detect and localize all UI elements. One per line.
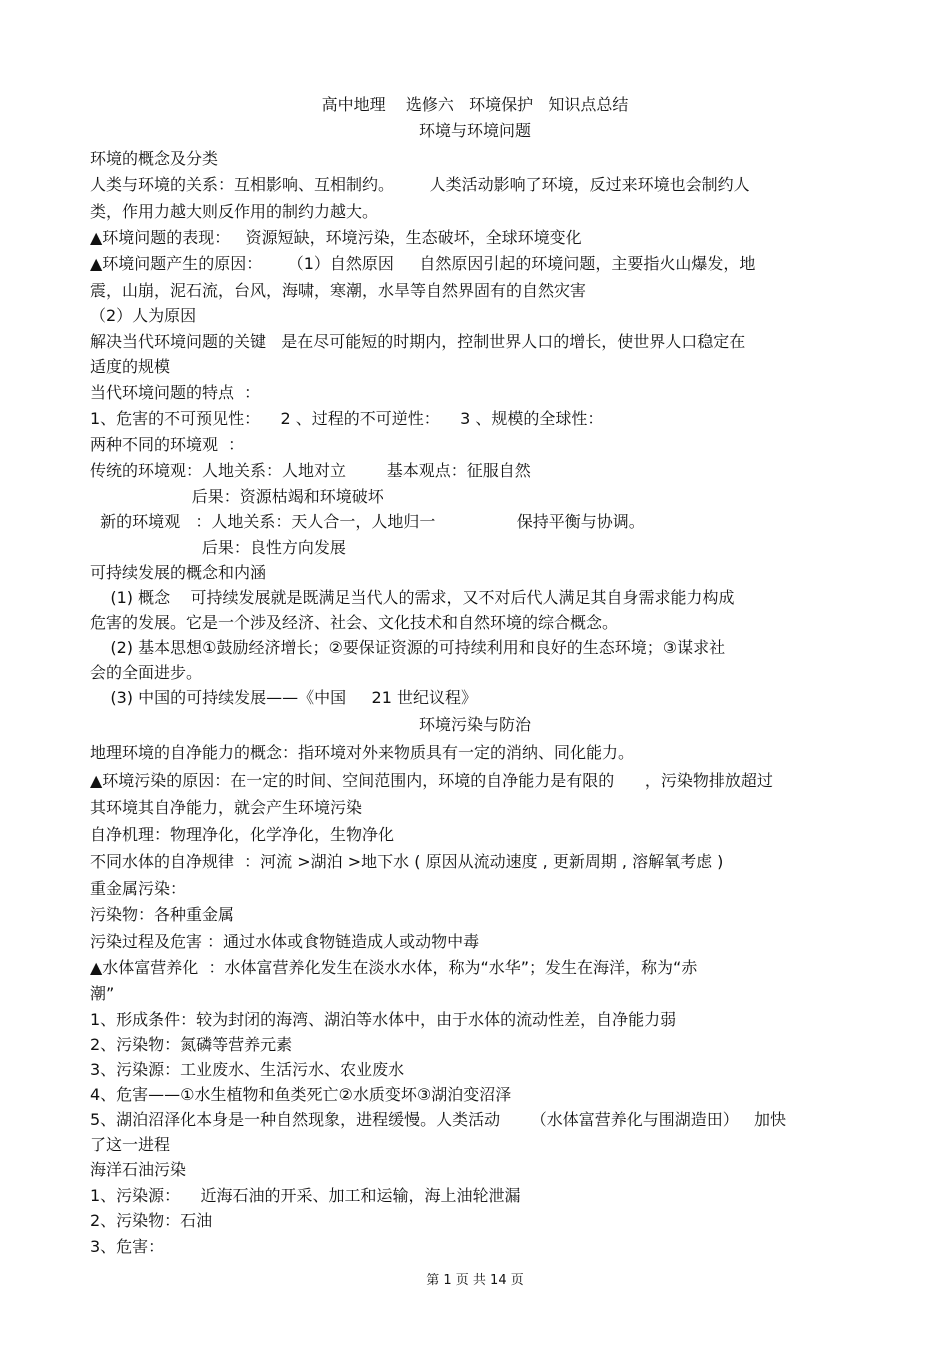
text-line: 适度的规模 <box>90 357 171 376</box>
text-line: 3、危害： <box>90 1237 165 1256</box>
text-line: 4、危害——①水生植物和鱼类死亡②水质变坏③湖泊变沼泽 <box>90 1085 512 1104</box>
page-footer: 第 1 页 共 14 页 <box>426 1273 524 1288</box>
section-heading: 环境与环境问题 <box>418 121 531 140</box>
text-line: 可持续发展的概念和内涵 <box>90 563 267 582</box>
text-line: ▲环境污染的原因：在一定的时间、空间范围内，环境的自净能力是有限的 ，污染物排放超过 <box>90 771 773 790</box>
text-line: ▲环境问题的表现： 资源短缺，环境污染，生态破坏，全球环境变化 <box>90 228 582 247</box>
text-line: 3、污染源：工业废水、生活污水、农业废水 <box>90 1060 405 1079</box>
text-line: 1、污染源： 近海石油的开采、加工和运输，海上油轮泄漏 <box>90 1186 521 1205</box>
text-line: ▲水体富营养化 ：水体富营养化发生在淡水水体，称为“水华”；发生在海洋，称为“赤 <box>90 958 698 977</box>
text-line: 后果：资源枯竭和环境破坏 <box>90 487 384 506</box>
text-line: (2) 基本思想①鼓励经济增长；②要保证资源的可持续利用和良好的生态环境；③谋求社 <box>90 638 726 657</box>
text-line: 不同水体的自净规律 ：河流 >湖泊 >地下水 ( 原因从流动速度 , 更新周期 , 溶解氧考虑 ) <box>90 852 724 871</box>
text-line: 当代环境问题的特点 ： <box>90 383 261 402</box>
text-line: 新的环境观 ：人地关系：天人合一，人地归一 保持平衡与协调。 <box>90 512 645 531</box>
document-title: 高中地理 选修六 环境保护 知识点总结 <box>321 95 629 114</box>
text-line: 1、危害的不可预见性： 2 、过程的不可逆性： 3 、规模的全球性： <box>90 409 604 428</box>
text-line: 2、污染物：石油 <box>90 1211 213 1230</box>
text-line: （2）人为原因 <box>90 306 197 325</box>
text-line: 海洋石油污染 <box>90 1160 187 1179</box>
text-line: 5、湖泊沼泽化本身是一种自然现象，进程缓慢。人类活动 （水体富营养化与围湖造田） 加快 <box>90 1110 786 1129</box>
text-line: 类，作用力越大则反作用的制约力越大。 <box>90 202 379 221</box>
section-heading: 环境污染与防治 <box>418 715 531 734</box>
text-line: (3) 中国的可持续发展——《中国 21 世纪议程》 <box>90 688 477 707</box>
text-line: 人类与环境的关系：互相影响、互相制约。 人类活动影响了环境，反过来环境也会制约人 <box>90 175 750 194</box>
text-line: 自净机理：物理净化，化学净化，生物净化 <box>90 825 395 844</box>
text-line: 会的全面进步。 <box>90 663 203 682</box>
text-line: 两种不同的环境观 ： <box>90 435 245 454</box>
text-line: 地理环境的自净能力的概念：指环境对外来物质具有一定的消纳、同化能力。 <box>90 743 635 762</box>
text-line: (1) 概念 可持续发展就是既满足当代人的需求，又不对后代人满足其自身需求能力构成 <box>90 588 735 607</box>
text-line: 重金属污染： <box>90 879 187 898</box>
text-line: 传统的环境观：人地关系：人地对立 基本观点：征服自然 <box>90 461 531 480</box>
text-line: 震，山崩，泥石流，台风，海啸，寒潮，水旱等自然界固有的自然灾害 <box>90 281 587 300</box>
text-line: 危害的发展。它是一个涉及经济、社会、文化技术和自然环境的综合概念。 <box>90 613 619 632</box>
text-line: 污染物：各种重金属 <box>90 905 235 924</box>
text-line: 1、形成条件：较为封闭的海湾、湖泊等水体中，由于水体的流动性差，自净能力弱 <box>90 1010 677 1029</box>
text-line: 解决当代环境问题的关键 是在尽可能短的时期内，控制世界人口的增长，使世界人口稳定在 <box>90 332 746 351</box>
text-line: 2、污染物：氮磷等营养元素 <box>90 1035 293 1054</box>
text-line: 了这一进程 <box>90 1135 171 1154</box>
text-line: 其环境其自净能力，就会产生环境污染 <box>90 798 363 817</box>
text-line: 环境的概念及分类 <box>90 149 219 168</box>
text-line: ▲环境问题产生的原因： （1）自然原因 自然原因引起的环境问题，主要指火山爆发，地 <box>90 254 756 273</box>
text-line: 污染过程及危害 ：通过水体或食物链造成人或动物中毒 <box>90 932 480 951</box>
text-line: 后果：良性方向发展 <box>90 538 346 557</box>
text-line: 潮” <box>90 984 115 1003</box>
